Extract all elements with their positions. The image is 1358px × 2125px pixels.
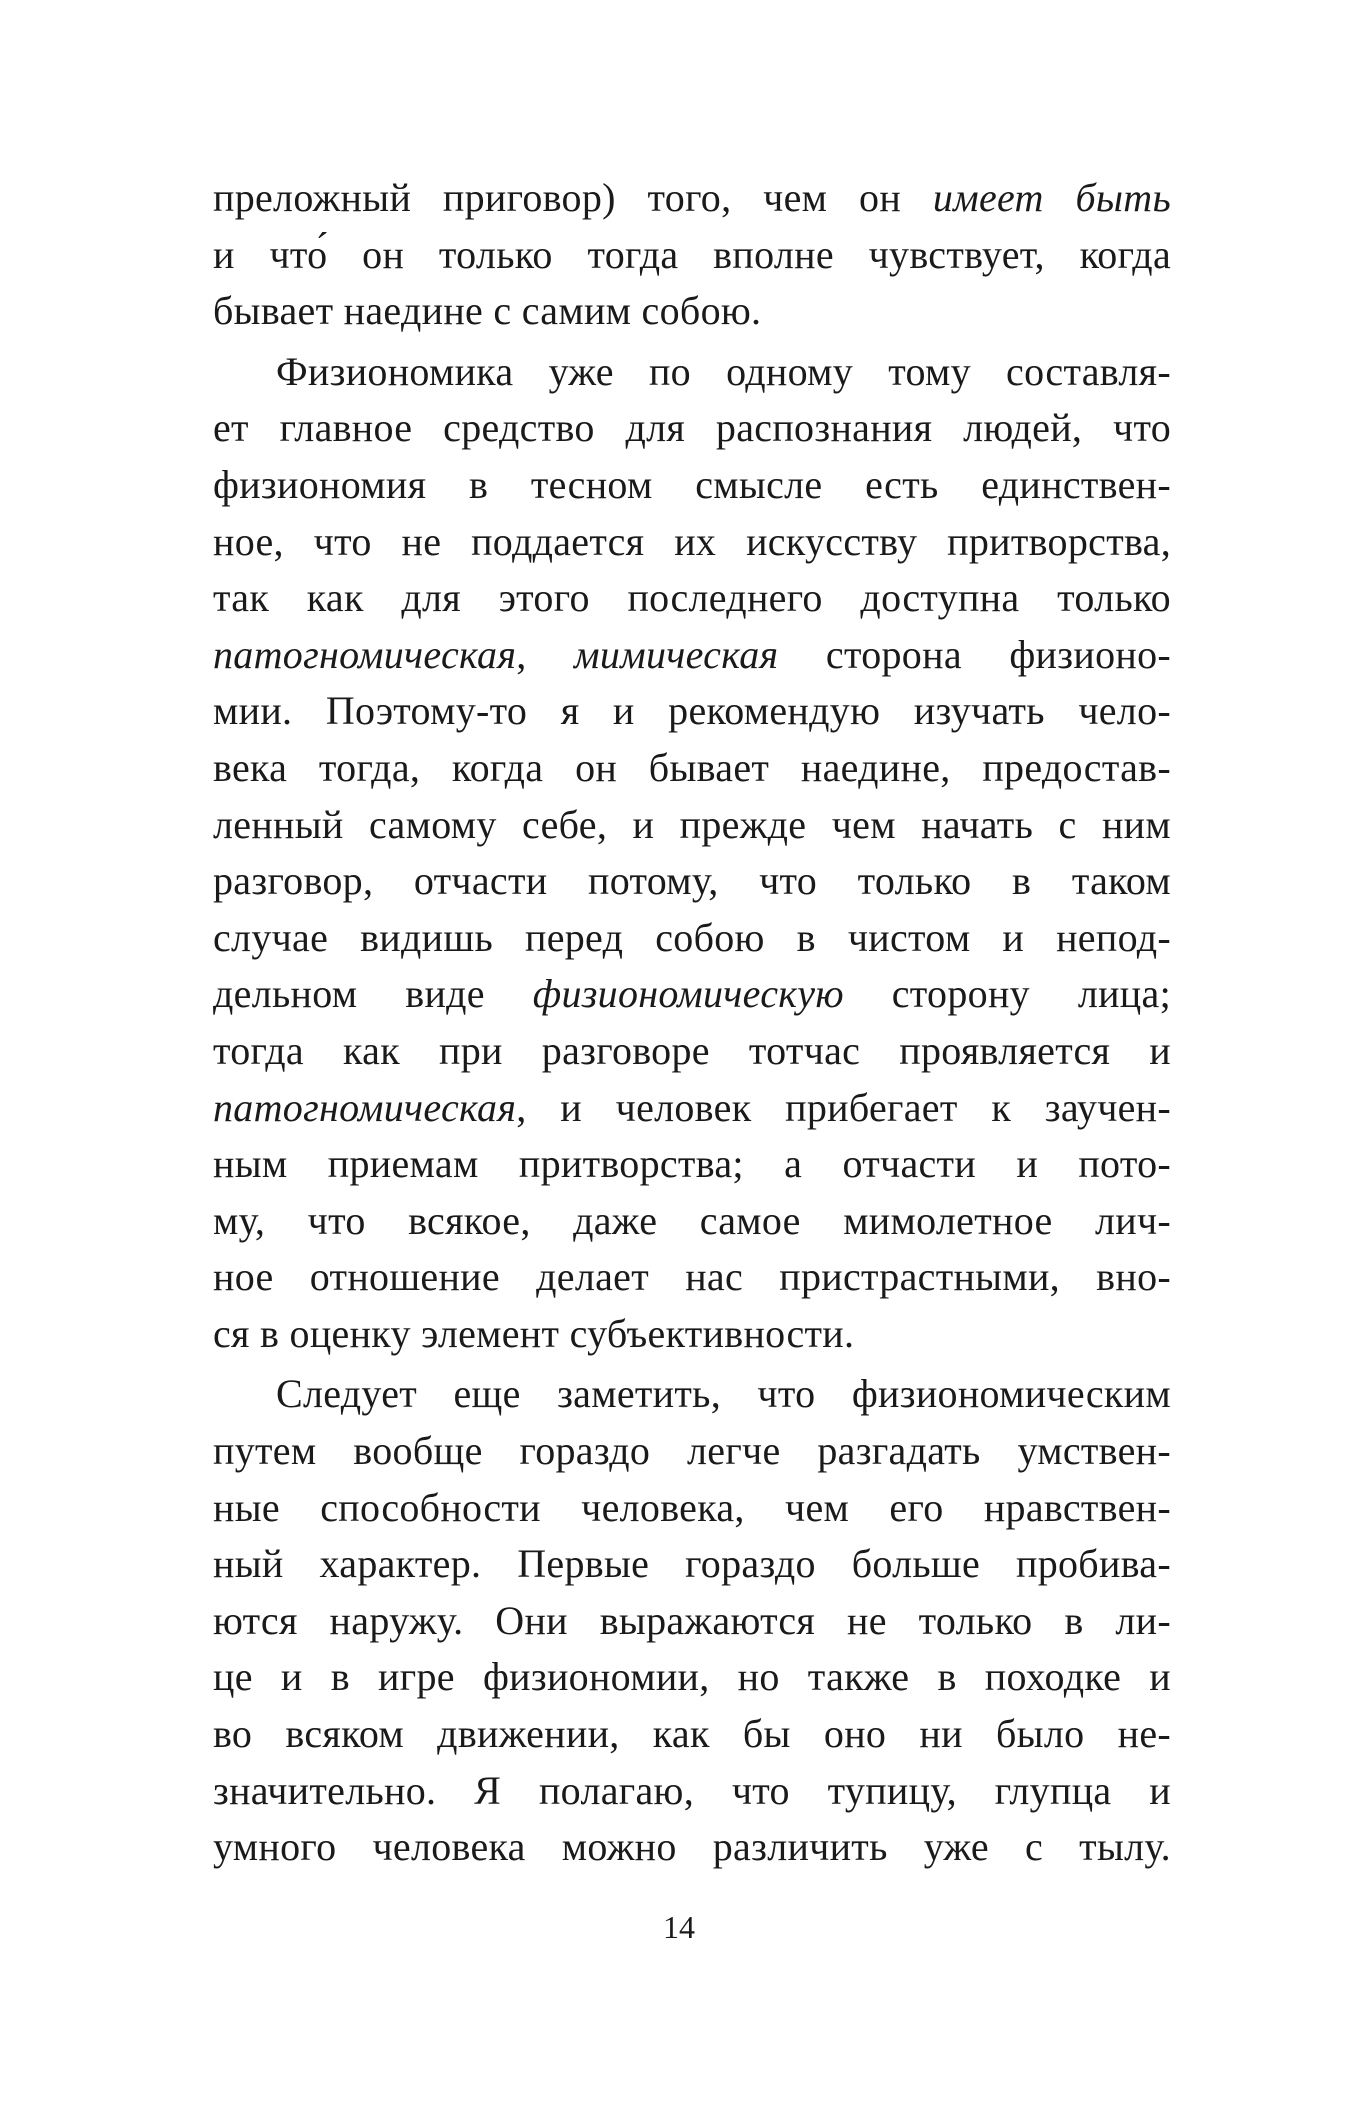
text-span: ным приемам притворства; а отчасти и пото- [213, 1141, 1171, 1187]
italic-span: патогномическая [213, 631, 517, 677]
text-line [213, 1306, 1171, 1363]
text-span: ные способности человека, чем его нравствен- [213, 1484, 1171, 1530]
paragraph [213, 344, 1171, 1363]
italic-span: физиономическую [532, 971, 844, 1017]
page-number: 14 [663, 1909, 695, 1945]
text-span: дельном виде [213, 971, 533, 1017]
text-span: Следует еще заметить, что физиономическим [276, 1371, 1171, 1417]
text-line [213, 966, 1171, 1023]
text-line [213, 1193, 1171, 1250]
text-span: сторона физионо- [778, 631, 1171, 677]
text-span: мии. Поэтому-то я и рекомендую изучать чело- [213, 688, 1171, 734]
text-span: ленный самому себе, и прежде чем начать с ним [213, 801, 1171, 847]
text-span: во всяком движении, как бы оно ни было не- [213, 1711, 1171, 1757]
text-span: ся в оценку элемент субъективности. [213, 1310, 855, 1356]
text-span: так как для этого последнего доступна только [213, 575, 1171, 621]
text-span: ются наружу. Они выражаются не только в ли- [213, 1597, 1171, 1643]
text-span: преложный приговор) того, чем он [213, 175, 933, 220]
text-span: ное, что не поддается их искусству притворства, [213, 518, 1171, 564]
text-line [213, 910, 1171, 967]
text-line [213, 170, 1171, 227]
text-span: ный характер. Первые гораздо больше пробива- [213, 1541, 1171, 1587]
text-line [213, 1423, 1171, 1480]
text-line [213, 514, 1171, 571]
text-line [213, 1763, 1171, 1820]
text-span: умного человека можно различить уже с тылу. [213, 1824, 1171, 1870]
text-span: значительно. Я полагаю, что тупицу, глупца и [213, 1767, 1171, 1813]
text-span: сторону лица; [843, 971, 1171, 1017]
text-line [213, 1649, 1171, 1706]
text-line [213, 853, 1171, 910]
body-text [213, 170, 1171, 1876]
text-line [213, 227, 1171, 284]
text-line [213, 283, 1171, 340]
text-line [213, 683, 1171, 740]
text-span: , и человек прибегает к заучен- [516, 1084, 1171, 1130]
text-line [213, 400, 1171, 457]
text-line [213, 1593, 1171, 1650]
text-span: разговор, отчасти потому, что только в таком [213, 858, 1171, 904]
italic-span: патогномическая [213, 1084, 517, 1130]
text-line [213, 570, 1171, 627]
text-span: случае видишь перед собою в чистом и непод- [213, 914, 1171, 960]
text-line [213, 1249, 1171, 1306]
text-span: века тогда, когда он бывает наедине, предостав- [213, 744, 1171, 790]
text-span: це и в игре физиономии, но также в походке и [213, 1654, 1171, 1700]
text-line [213, 1480, 1171, 1537]
text-span: тогда как при разговоре тотчас проявляется и [213, 1027, 1171, 1073]
text-line [213, 1366, 1171, 1423]
text-line [213, 797, 1171, 854]
text-span: Физиономика уже по одному тому составля- [276, 348, 1171, 394]
text-span: путем вообще гораздо легче разгадать умствен- [213, 1428, 1171, 1474]
text-line [213, 1080, 1171, 1137]
text-line [213, 457, 1171, 514]
text-span: бывает наедине с самим собою. [213, 288, 762, 334]
text-span: ное отношение делает нас пристрастными, вно- [213, 1254, 1171, 1300]
text-span: му, что всякое, даже самое мимолетное лич- [213, 1197, 1171, 1243]
text-line [213, 627, 1171, 684]
text-line [213, 1023, 1171, 1080]
text-span: и что́ он только тогда вполне чувствует, когда [213, 231, 1171, 277]
text-line [213, 1136, 1171, 1193]
paragraph [213, 170, 1171, 340]
text-span: физиономия в тесном смысле есть единствен- [213, 461, 1171, 507]
text-line [213, 344, 1171, 401]
paragraph [213, 1366, 1171, 1875]
italic-span: мимическая [574, 631, 779, 677]
text-line [213, 740, 1171, 797]
text-line [213, 1819, 1171, 1876]
text-line [213, 1536, 1171, 1593]
text-span: ет главное средство для распознания людей, что [213, 405, 1171, 451]
text-span: , [516, 631, 574, 677]
italic-span: имеет быть [932, 175, 1171, 220]
text-line [213, 1706, 1171, 1763]
